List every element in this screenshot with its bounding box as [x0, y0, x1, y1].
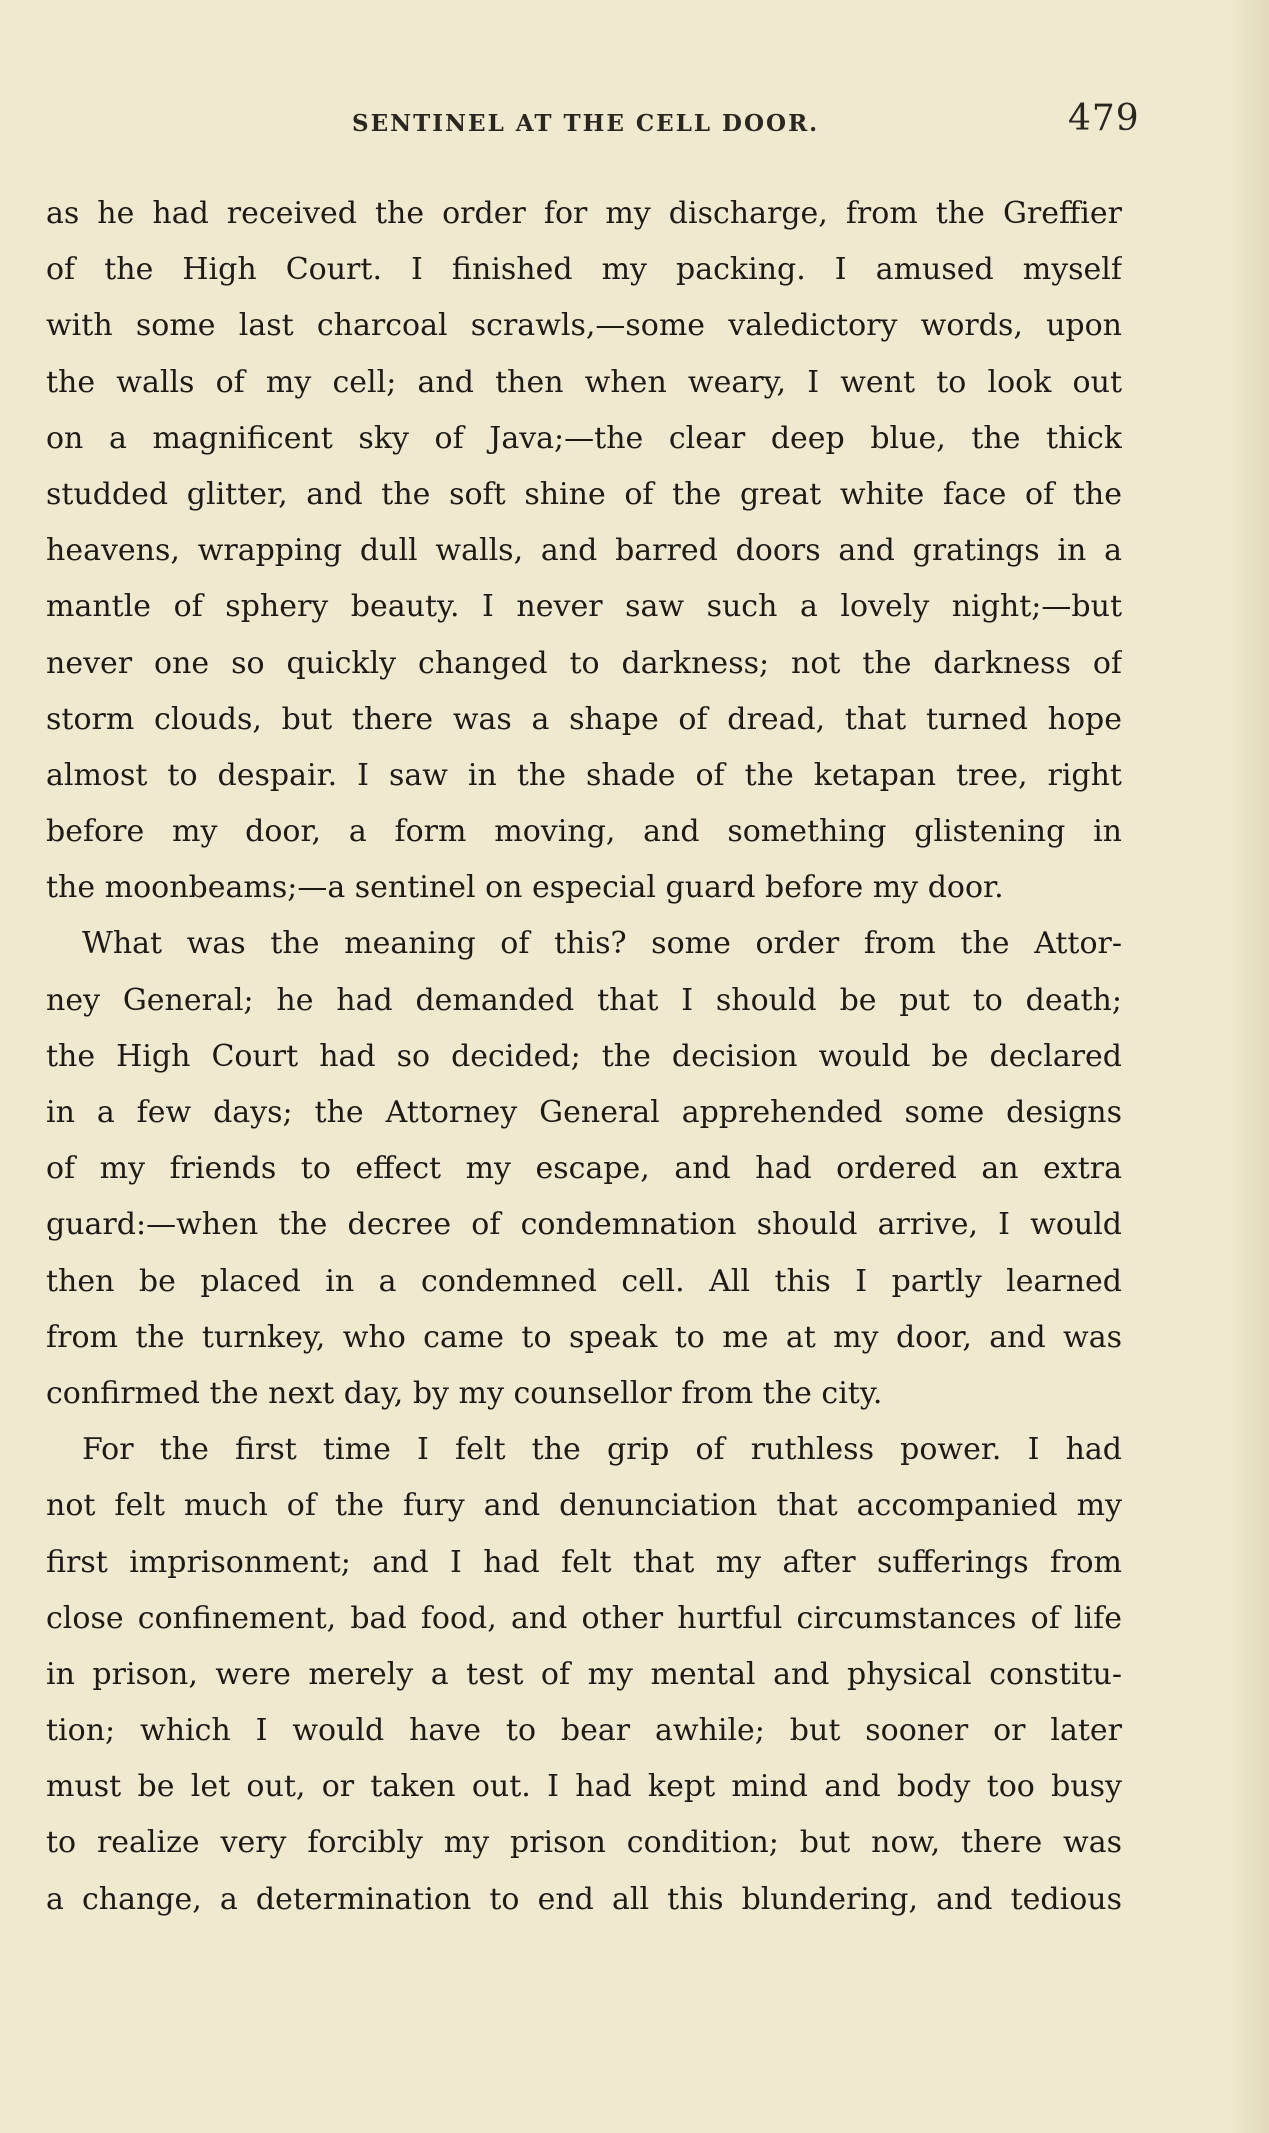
text-line: in a few days; the Attorney General apprehended some designs	[46, 1095, 1122, 1130]
page-edge-shadow	[1229, 0, 1269, 2133]
text-line: then be placed in a condemned cell. All this I partly learned	[46, 1263, 1122, 1299]
page-number: 479	[1068, 98, 1140, 139]
text-line: tion; which I would have to bear awhile; but sooner or later	[46, 1713, 1122, 1749]
text-line: close confinement, bad food, and other hurtful circumstances of life	[46, 1600, 1122, 1636]
text-line: almost to despair. I saw in the shade of the ketapan tree, right	[46, 757, 1122, 793]
text-line: the walls of my cell; and then when weary, I went to look out	[46, 364, 1122, 400]
text-line: mantle of sphery beauty. I never saw such a lovely night;—but	[46, 589, 1122, 625]
text-line: ney General; he had demanded that I should be put to death;	[46, 982, 1122, 1018]
text-line: to realize very forcibly my prison condition; but now, there was	[46, 1825, 1122, 1861]
text-line: in prison, were merely a test of my mental and physical constitu-	[46, 1656, 1122, 1692]
text-line: confirmed the next day, by my counsellor from the city.	[46, 1375, 883, 1411]
text-line: not felt much of the fury and denunciation that accompanied my	[46, 1488, 1122, 1524]
running-title: SENTINEL AT THE CELL DOOR.	[352, 110, 820, 137]
text-line: of the High Court. I finished my packing. I amused myself	[46, 252, 1122, 288]
text-line: studded glitter, and the soft shine of the great white face of the	[46, 476, 1122, 512]
text-line: on a magnificent sky of Java;—the clear deep blue, the thick	[46, 420, 1122, 456]
text-line: first imprisonment; and I had felt that my after sufferings from	[46, 1544, 1122, 1580]
text-line: as he had received the order for my discharge, from the Greffier	[46, 196, 1122, 231]
text-line: a change, a determination to end all this blundering, and tedious	[46, 1881, 1122, 1917]
text-line: the moonbeams;—a sentinel on especial guard before my door.	[46, 870, 1004, 906]
text-line: the High Court had so decided; the decision would be declared	[46, 1038, 1122, 1074]
text-line: from the turnkey, who came to speak to me at my door, and was	[46, 1319, 1122, 1355]
text-line: storm clouds, but there was a shape of dread, that turned hope	[46, 701, 1122, 737]
body-text	[46, 186, 1122, 1928]
text-line: must be let out, or taken out. I had kept mind and body too busy	[46, 1769, 1122, 1805]
text-line: with some last charcoal scrawls,—some valedictory words, upon	[46, 308, 1122, 344]
text-line: What was the meaning of this? some order from the Attor-	[82, 926, 1122, 962]
running-head	[0, 96, 1269, 156]
text-line: heavens, wrapping dull walls, and barred doors and gratings in a	[46, 533, 1122, 569]
text-line: guard:—when the decree of condemnation should arrive, I would	[46, 1207, 1122, 1243]
text-line: never one so quickly changed to darkness; not the darkness of	[46, 645, 1122, 681]
text-line: before my door, a form moving, and something glistening in	[46, 814, 1122, 850]
text-line: of my friends to effect my escape, and had ordered an extra	[46, 1151, 1122, 1187]
text-line: For the first time I felt the grip of ruthless power. I had	[82, 1432, 1122, 1468]
